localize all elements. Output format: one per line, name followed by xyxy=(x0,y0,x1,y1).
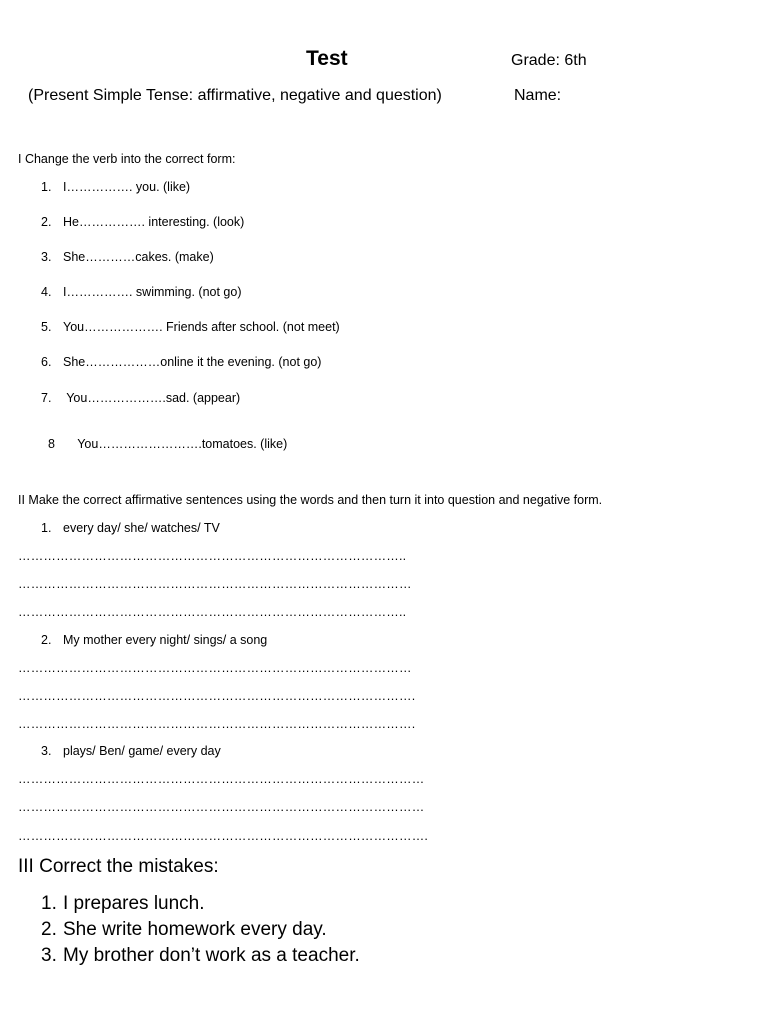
list-item xyxy=(41,215,244,229)
list-item xyxy=(41,320,340,334)
list-item xyxy=(41,250,214,264)
answer-line[interactable]: …………………………………………………………………………………… xyxy=(18,772,425,786)
answer-line[interactable]: ……………………………………………………………………………………. xyxy=(18,829,429,843)
item-text: You…………………….tomatoes. (like) xyxy=(74,437,288,451)
grade-label: Grade: 6th xyxy=(511,52,587,69)
answer-line[interactable]: …………………………………………………………………………………. xyxy=(18,717,416,731)
item-text: I……………. you. (like) xyxy=(63,180,191,194)
exercise-prompt xyxy=(41,521,220,535)
item-number: 1. xyxy=(41,893,57,914)
item-number: 3. xyxy=(41,250,52,264)
item-number: 1. xyxy=(41,521,52,535)
exercise-prompt xyxy=(41,744,221,758)
list-item xyxy=(41,919,327,941)
section-1-heading: I Change the verb into the correct form: xyxy=(18,152,236,166)
list-item xyxy=(41,945,360,967)
section-2-heading: II Make the correct affirmative sentences using the words and then turn it into question and negative form. xyxy=(18,493,603,507)
page-title: Test xyxy=(306,47,348,70)
answer-line[interactable]: ………………………………………………………………………………… xyxy=(18,577,412,591)
prompt-text: plays/ Ben/ game/ every day xyxy=(63,744,221,758)
item-number: 3. xyxy=(41,945,57,966)
item-text: He……………. interesting. (look) xyxy=(63,215,245,229)
list-item xyxy=(41,893,205,915)
item-number: 3. xyxy=(41,744,52,758)
page-subtitle: (Present Simple Tense: affirmative, negative and question) xyxy=(28,87,442,104)
item-text: I prepares lunch. xyxy=(63,893,205,914)
name-label: Name: xyxy=(514,87,562,104)
answer-line[interactable]: ……………………………………………………………………………….. xyxy=(18,549,407,563)
item-text: She…………cakes. (make) xyxy=(63,250,214,264)
exercise-prompt xyxy=(41,633,267,647)
answer-line[interactable]: ………………………………………………………………………………… xyxy=(18,661,412,675)
item-number: 2. xyxy=(41,215,52,229)
item-number: 7. xyxy=(41,391,52,405)
list-item xyxy=(41,355,321,369)
item-number: 2. xyxy=(41,633,52,647)
answer-line[interactable]: …………………………………………………………………………………… xyxy=(18,800,425,814)
item-text: She………………online it the evening. (not go) xyxy=(63,355,322,369)
list-item xyxy=(41,391,240,405)
item-number: 8 xyxy=(48,437,55,451)
list-item xyxy=(41,180,190,194)
section-3-heading: III Correct the mistakes: xyxy=(18,856,219,877)
item-text: She write homework every day. xyxy=(63,919,327,940)
item-number: 2. xyxy=(41,919,57,940)
item-text: You………………. Friends after school. (not meet) xyxy=(63,320,340,334)
item-text: My brother don’t work as a teacher. xyxy=(63,945,360,966)
list-item xyxy=(48,437,287,451)
list-item xyxy=(41,285,242,299)
answer-line[interactable]: ……………………………………………………………………………….. xyxy=(18,605,407,619)
item-text: I……………. swimming. (not go) xyxy=(63,285,242,299)
item-text: You……………….sad. (appear) xyxy=(63,391,241,405)
item-number: 4. xyxy=(41,285,52,299)
answer-line[interactable]: …………………………………………………………………………………. xyxy=(18,689,416,703)
prompt-text: every day/ she/ watches/ TV xyxy=(63,521,220,535)
item-number: 1. xyxy=(41,180,52,194)
prompt-text: My mother every night/ sings/ a song xyxy=(63,633,268,647)
item-number: 5. xyxy=(41,320,52,334)
item-number: 6. xyxy=(41,355,52,369)
